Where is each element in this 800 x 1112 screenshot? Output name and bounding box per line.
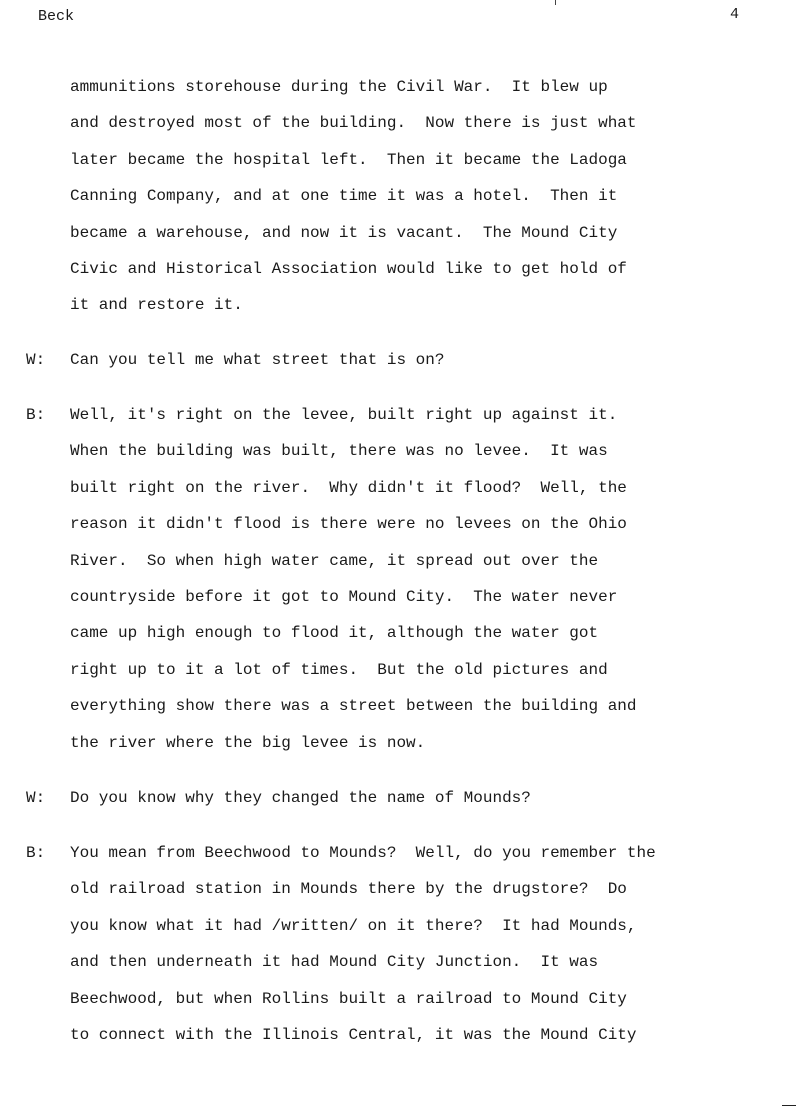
text-line: River. So when high water came, it spread out over the	[70, 551, 599, 570]
text-line: When the building was built, there was no levee. It was	[70, 442, 608, 461]
paragraph-continuation	[70, 69, 750, 324]
text-line: Beechwood, but when Rollins built a railroad to Mound City	[70, 989, 627, 1008]
text-line: right up to it a lot of times. But the old pictures and	[70, 660, 608, 679]
text-line: Well, it's right on the levee, built right up against it.	[70, 406, 618, 424]
text-line: ammunitions storehouse during the Civil War. It blew up	[70, 78, 608, 96]
speaker-label: W:	[26, 789, 46, 807]
header-name: Beck	[38, 8, 75, 25]
speaker-label: B:	[26, 844, 46, 862]
speaker-label: W:	[26, 351, 46, 369]
paragraph-answer	[70, 397, 750, 761]
text-line: You mean from Beechwood to Mounds? Well, do you remember the	[70, 844, 656, 862]
text-line: you know what it had /written/ on it there? It had Mounds,	[70, 916, 637, 935]
paragraph-question	[70, 342, 750, 378]
text-line: Civic and Historical Association would like to get hold of	[70, 259, 627, 278]
text-line: countryside before it got to Mound City. The water never	[70, 587, 618, 606]
text-line: the river where the big levee is now.	[70, 733, 426, 752]
text-line: and then underneath it had Mound City Junction. It was	[70, 953, 599, 972]
paragraph-question	[70, 780, 750, 816]
text-line: old railroad station in Mounds there by the drugstore? Do	[70, 880, 627, 899]
text-line: Do you know why they changed the name of Mounds?	[70, 789, 531, 807]
scan-mark	[555, 0, 556, 5]
text-line: became a warehouse, and now it is vacant. The Mound City	[70, 223, 618, 242]
text-line: Can you tell me what street that is on?	[70, 351, 445, 369]
text-line: came up high enough to flood it, although the water got	[70, 624, 599, 643]
scan-mark	[782, 1105, 796, 1106]
paragraph-answer	[70, 835, 750, 1053]
text-line: Canning Company, and at one time it was a hotel. Then it	[70, 187, 618, 206]
text-line: later became the hospital left. Then it became the Ladoga	[70, 150, 627, 169]
text-line: to connect with the Illinois Central, it was the Mound City	[70, 1025, 637, 1044]
page-number: 4	[730, 6, 740, 23]
text-line: reason it didn't flood is there were no levees on the Ohio	[70, 515, 627, 534]
text-line: built right on the river. Why didn't it flood? Well, the	[70, 478, 627, 497]
text-line: everything show there was a street between the building and	[70, 697, 637, 716]
text-line: it and restore it.	[70, 296, 243, 315]
speaker-label: B:	[26, 406, 46, 424]
text-line: and destroyed most of the building. Now there is just what	[70, 114, 637, 133]
